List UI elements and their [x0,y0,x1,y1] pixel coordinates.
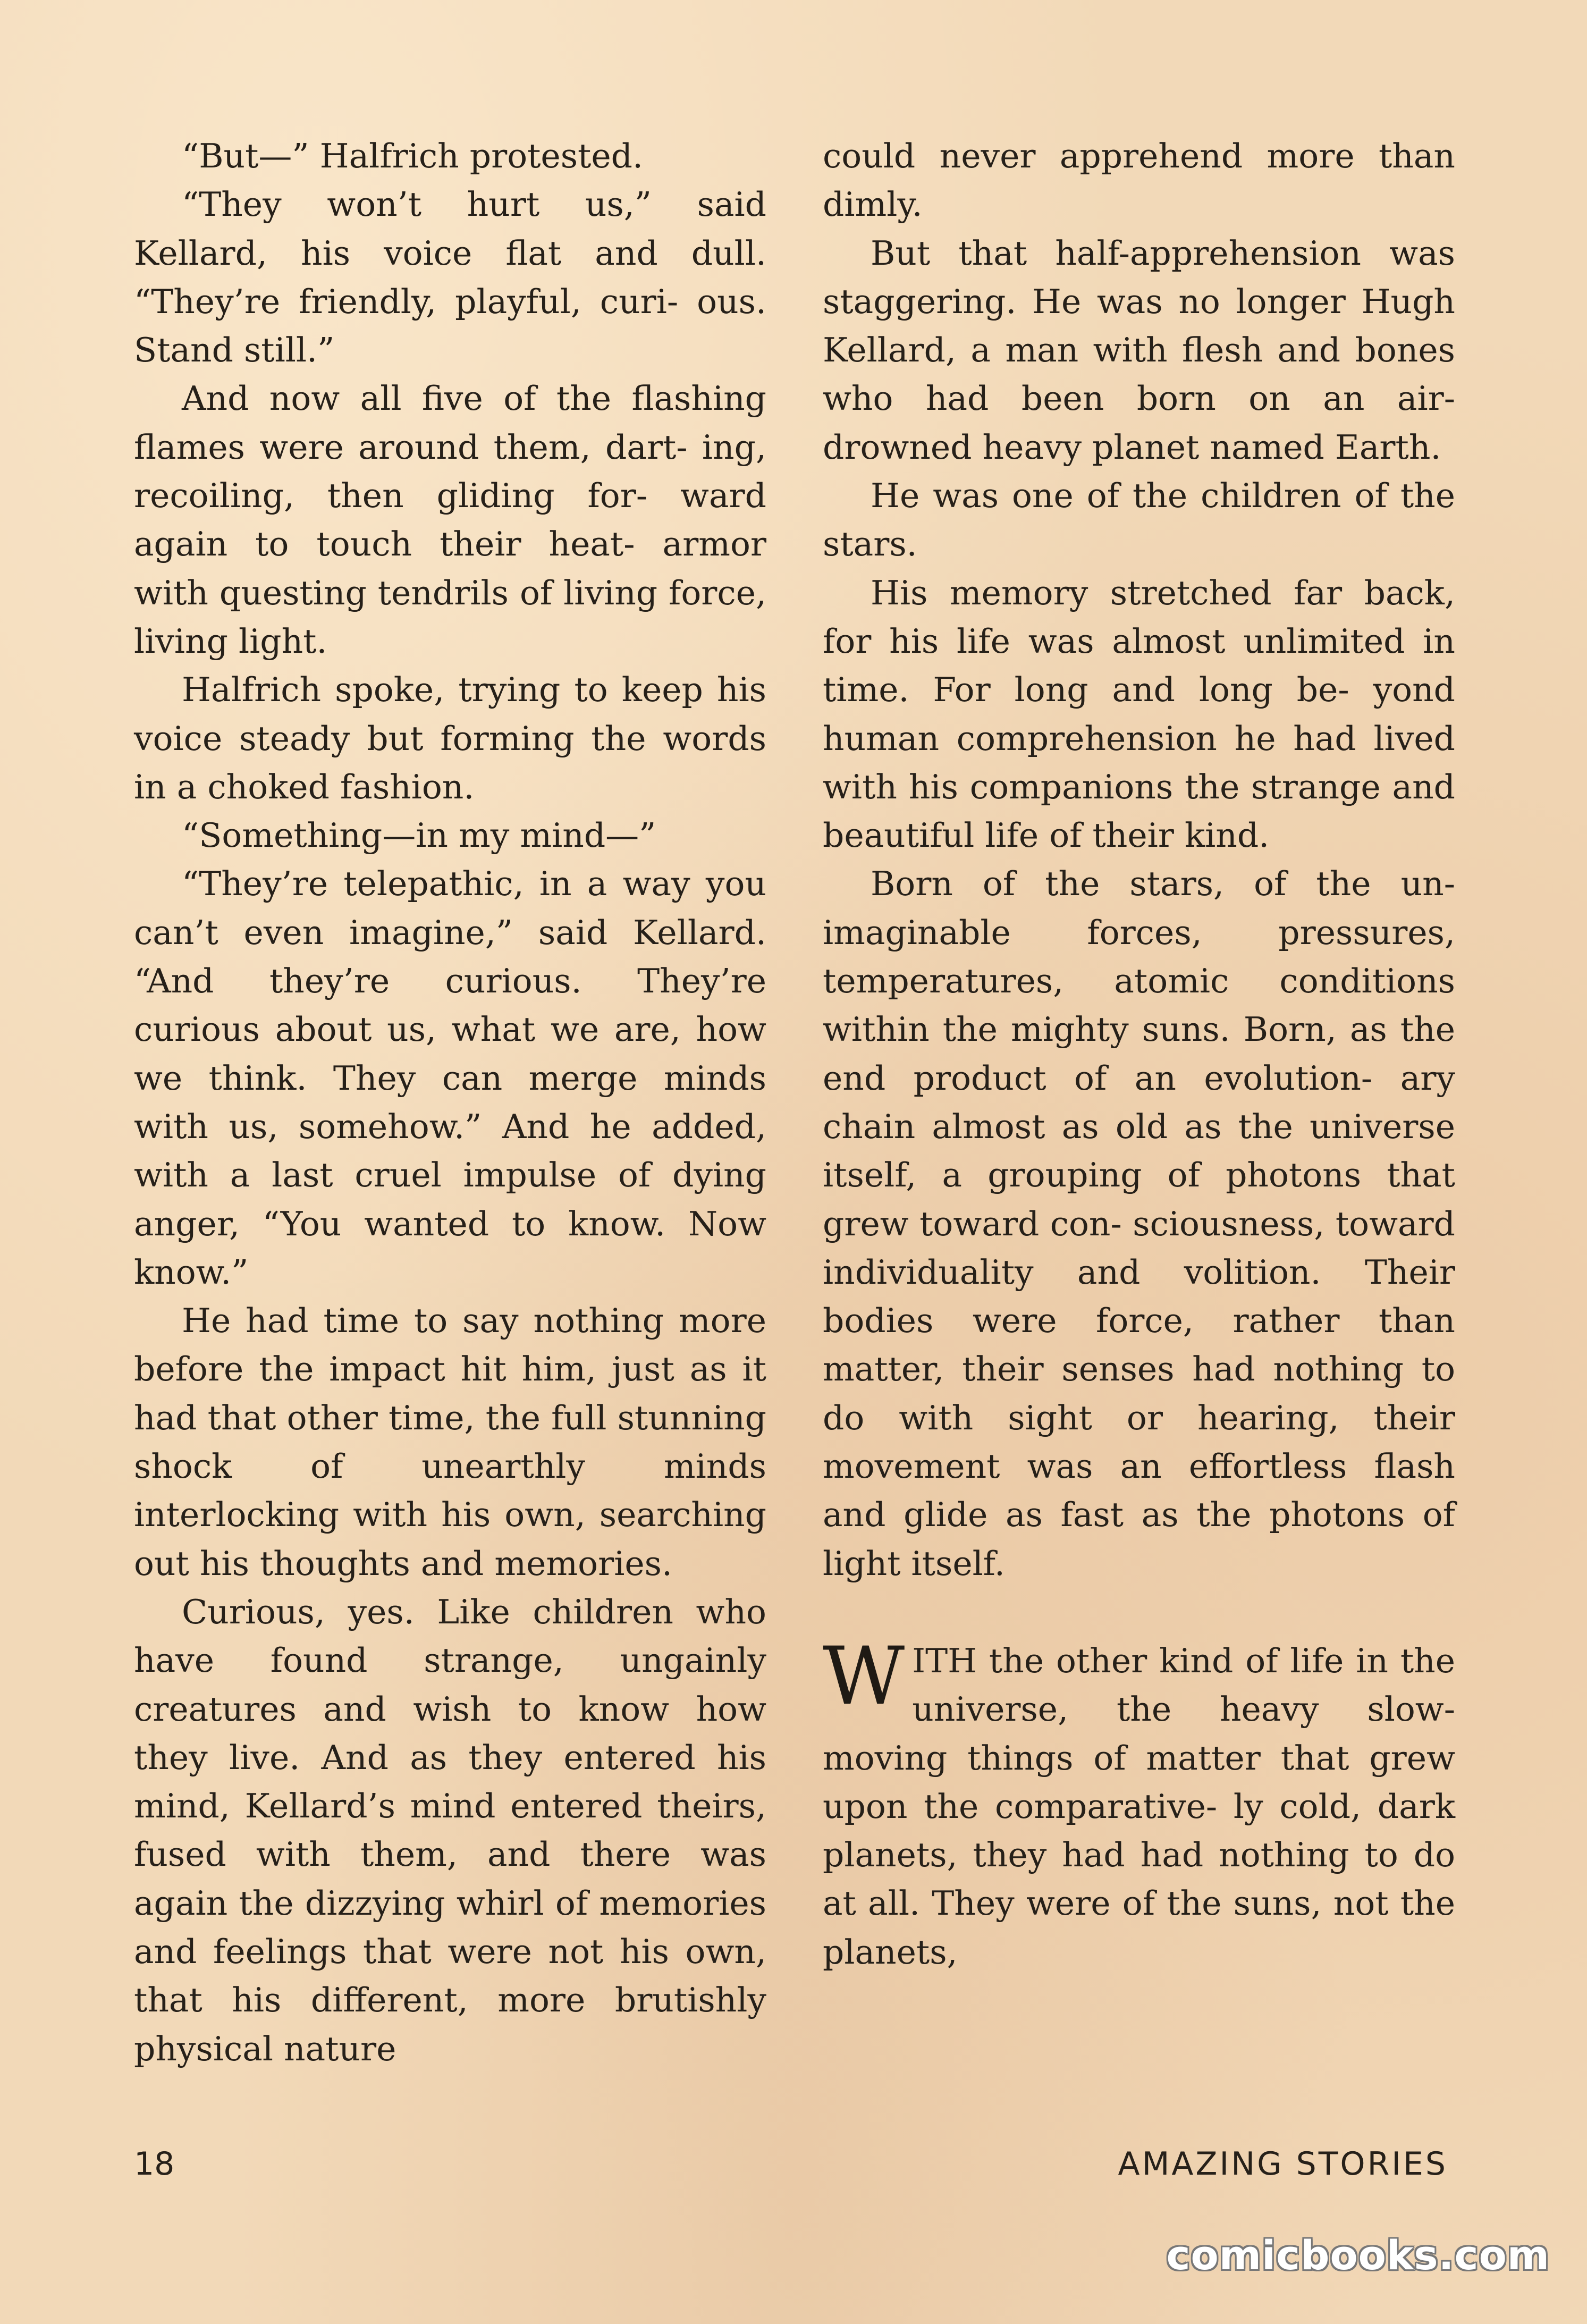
paragraph: Halfrich spoke, trying to keep his voice steady but forming the words in a choked fashion. [134,670,766,806]
paragraph: But that half-apprehension was staggering. He was no longer Hugh Kellard, a man with flesh and bones who had been born on an air-drowned heavy planet named Earth. [823,233,1455,467]
paragraph: Born of the stars, of the un- imaginable forces, pressures, temperatures, atomic conditions within the mighty suns. Born, as the end product of an evolution- ary chain almost as old as the universe itself, a grouping of photons that grew toward con- sciousness, toward individuality and volition. Their bodies were force, rather than matter, their senses had nothing to do with sight or hearing, their movement was an effortless flash and glide as fast as the photons of light itself. [823,864,1455,1583]
right-text-column [823,132,1455,1976]
section-opening-paragraph [823,1630,1455,1976]
drop-cap-letter: W [823,1630,905,1723]
paragraph-continuation: could never apprehend more than dimly. [823,137,1455,224]
paragraph: “They won’t hurt us,” said Kellard, his voice flat and dull. “They’re friendly, playful, curi- ous. Stand still.” [134,185,766,370]
paragraph: He was one of the children of the stars. [823,476,1455,564]
paragraph: And now all five of the flashing flames were around them, dart- ing, recoiling, then gliding for- ward again to touch their heat- armor with questing tendrils of living force, living light. [134,379,766,661]
paragraph: Curious, yes. Like children who have found strange, ungainly creatures and wish to know how they live. And as they entered his mind, Kellard’s mind entered theirs, fused with them, and there was again the dizzying whirl of memories and feelings that were not his own, that his different, more brutishly physical nature [134,1592,766,2068]
paragraph: His memory stretched far back, for his life was almost unlimited in time. For long and long be- yond human comprehension he had lived with his companions the strange and beautiful life of their kind. [823,573,1455,855]
page-number: 18 [134,2145,175,2183]
paragraph: He had time to say nothing more before the impact hit him, just as it had that other time, the full stunning shock of unearthly minds interlocking with his own, searching out his thoughts and memories. [134,1301,766,1583]
paragraph-text: ITH the other kind of life in the universe, the heavy slow-moving things of matter that grew upon the comparative- ly cold, dark planets, they had had nothing to do at all. They were of the suns, not the planets, [823,1641,1455,1972]
watermark: comicbooks.com [1166,2232,1550,2279]
left-text-column [134,132,766,2073]
paragraph: “Something—in my mind—” [182,816,656,855]
paragraph: “They’re telepathic, in a way you can’t even imagine,” said Kellard. “And they’re curious. They’re curious about us, what we are, how we think. They can merge minds with us, somehow.” And he added, with a last cruel impulse of dying anger, “You wanted to know. Now know.” [134,864,766,1292]
paragraph: “But—” Halfrich protested. [182,137,644,175]
running-footer-title: AMAZING STORIES [1118,2145,1448,2183]
